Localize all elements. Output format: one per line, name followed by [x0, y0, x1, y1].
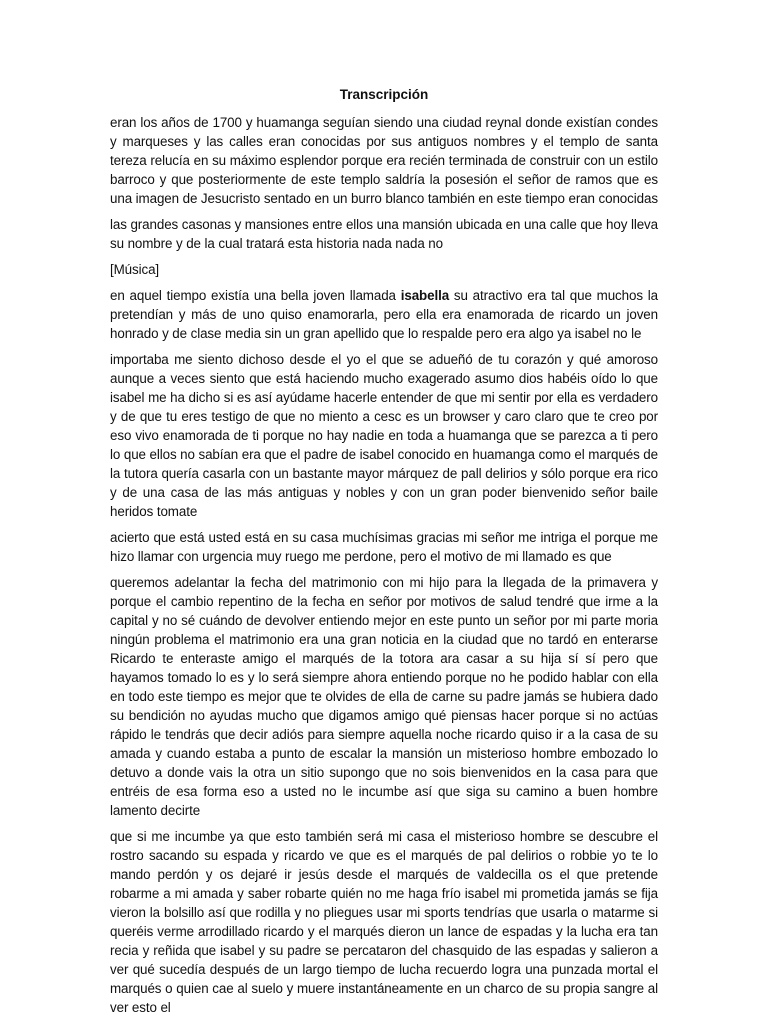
document-title: Transcripción — [339, 87, 429, 102]
paragraph-4-text-before: en aquel tiempo existía una bella joven llamada — [110, 288, 401, 303]
paragraph-4 — [110, 286, 658, 343]
paragraph-6: acierto que está usted está en su casa muchísimas gracias mi señor me intriga el porque me hizo llamar con urgencia muy ruego me perdone, pero el motivo de mi llamado es que — [110, 530, 658, 564]
paragraph-5: importaba me siento dichoso desde el yo el que se adueñó de tu corazón y qué amoroso aunque a veces siento que está haciendo mucho exagerado asumo dios habéis oído lo que isabel me ha dicho si es así ayúdame hacerle entender de que mi sentir por ella es verdadero y de que tu eres testigo de que no miento a cesc es un browser y caro claro que te creo por eso vivo enamorada de ti porque no hay nadie en toda a huamanga que se parezca a ti pero lo que ellos no sabían era que el padre de isabel conocido en huamanga como el marqués de la tutora quería casarla con un bastante mayor márquez de pall delirios y sólo porque era rico y de una casa de las más antiguas y nobles y con un gran poder bienvenido señor baile heridos tomate — [110, 352, 658, 519]
bold-name-isabella: isabella — [400, 288, 450, 303]
paragraph-8: que si me incumbe ya que esto también será mi casa el misterioso hombre se descubre el rostro sacando su espada y ricardo ve que es el marqués de pal delirios o robbie yo te lo mando perdón y os dejaré ir jesús desde el marqués de valdecilla os el que pretende robarme a mi amada y saber robarte quién no me haga frío isabel mi prometida jamás se fija vieron la bolsillo así que rodilla y no pliegues usar mi sports tendrías que usarla o matarme si queréis verme arrodillado ricardo y el marqués dieron un lance de espadas y la lucha era tan recia y reñida que isabel y su padre se percataron del chasquido de las espadas y salieron a ver qué sucedía después de un largo tiempo de lucha recuerdo logra una punzada mortal el marqués o quien cae al suelo y muere instantáneamente en un charco de su propia sangre al ver esto el — [110, 829, 658, 1015]
paragraph-7: queremos adelantar la fecha del matrimonio con mi hijo para la llegada de la primavera y porque el cambio repentino de la fecha en señor por motivos de salud tendré que irme a la capital y no sé cuándo de devolver entiendo mejor en este punto un señor por mi parte moria ningún problema el matrimonio era una gran noticia en la ciudad que no tardó en enterarse Ricardo te enteraste amigo el marqués de la totora ara casar a su hija sí sí pero que hayamos tomado lo es y lo será siempre ahora entiendo porque no he podido hablar con ella en todo este tiempo es mejor que te olvides de ella de carne su padre jamás se hubiera dado su bendición no ayudas mucho que digamos amigo qué piensas hacer porque si no actúas rápido le tendrás que decir adiós para siempre aquella noche ricardo quiso ir a la casa de su amada y cuando estaba a punto de escalar la mansión un misterioso hombre embozado lo detuvo a donde vais la otra un sitio supongo que no sois bienvenidos en la casa para que entréis de esa forma eso a usted no le incumbe así que siga su camino a buen hombre lamento decirte — [110, 575, 658, 818]
paragraph-1: eran los años de 1700 y huamanga seguían siendo una ciudad reynal donde existían condes y marqueses y las calles eran conocidas por sus antiguos nombres y el templo de santa tereza relucía en su máximo esplendor porque era recién terminada de construir con un estilo barroco y que posteriormente de este templo saldría la posesión el señor de ramos que es una imagen de Jesucristo sentado en un burro blanco también en este tiempo eran conocidas — [110, 115, 658, 206]
paragraph-music-tag: [Música] — [110, 262, 160, 277]
paragraph-2: las grandes casonas y mansiones entre ellos una mansión ubicada en una calle que hoy lleva su nombre y de la cual tratará esta historia nada nada no — [110, 217, 658, 251]
paragraph-4-text-after: su atractivo era tal que muchos la pretendían y más de uno quiso enamorarla, pero ella era enamorada de ricardo un joven honrado y de clase media sin un gran apellido que lo respalde pero era algo ya isabel no le — [110, 288, 658, 341]
